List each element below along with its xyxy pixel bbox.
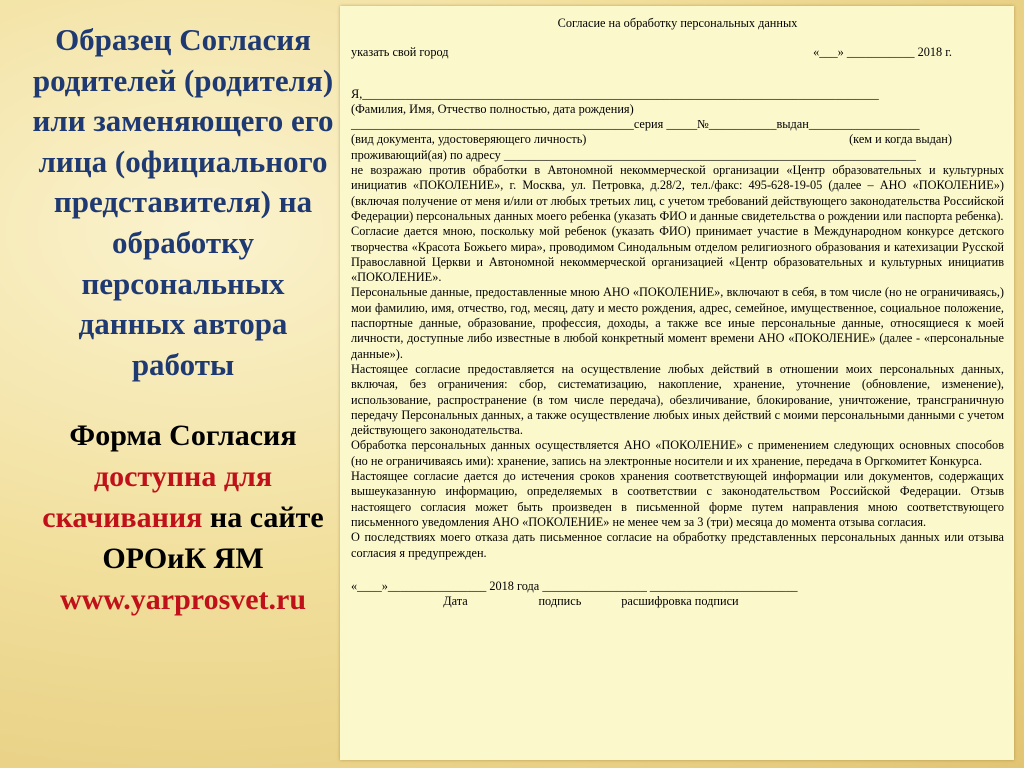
- note-text-1: Форма Согласия: [69, 419, 297, 453]
- note-text-2: на сайте ОРОиК ЯМ: [102, 501, 324, 576]
- city-label: указать свой город: [351, 45, 449, 60]
- consent-document: [340, 6, 1014, 760]
- paragraph: Согласие дается мною, поскольку мой ребенок (указать ФИО) принимает участие в Международном конкурсе детского творчества «Красота Божьего мира», проводимом Синодальным отделом религиозного образования и катехизации Русской Православной Церкви и Автономной некоммерческой организацией «Центр образовательных и культурных инициатив «ПОКОЛЕНИЕ».: [351, 224, 1004, 285]
- website-link[interactable]: www.yarprosvet.ru: [59, 583, 307, 617]
- paragraph: Обработка персональных данных осуществляется АНО «ПОКОЛЕНИЕ» с применением следующих основных способов (но не ограничиваясь ими): хранение, запись на электронные носители и их хранение, передача в Оргкомитет Конкурса.: [351, 438, 1004, 468]
- id-document-line: ______________________________________________серия _____№___________выдан__________________: [351, 117, 920, 132]
- document-title: Согласие на обработку персональных данных: [557, 16, 798, 30]
- id-document-hints: [351, 132, 1004, 147]
- signature-caption: Дата подпись расшифровка подписи: [351, 594, 739, 609]
- signature-line: «____»________________ 2018 года _________________ ________________________: [351, 578, 798, 593]
- paragraph: Настоящее согласие предоставляется на осуществление любых действий в отношении моих персональных данных, включая, без ограничения: сбор, систематизацию, накопление, хранение, уточнение (обновление, изменение), использование, распространение (в том числе передача), обезличивание, блокирование, уничтожение, трансграничную передачу Персональных данных, а также осуществление любых иных действий с моими персональными данными с учетом действующего законодательства.: [351, 361, 1004, 438]
- date-line: «___» ___________ 2018 г.: [813, 45, 952, 60]
- paragraph: Настоящее согласие дается до истечения сроков хранения соответствующей информации или документов, содержащих вышеуказанную информацию, определяемых в соответствии с законодательством Российской Федерации. Отзыв настоящего согласия может быть произведен в письменной форме путем направления мною соответствующего письменного уведомления АНО «ПОКОЛЕНИЕ» не менее чем за 3 (три) месяца до момента отзыва согласия.: [351, 469, 1004, 529]
- name-line: Я,____________________________________________________________________________________: [351, 86, 879, 101]
- paragraph: Персональные данные, предоставленные мною АНО «ПОКОЛЕНИЕ», включают в себя, в том числе (но не ограничиваясь,) мои фамилию, имя, отчество, год, месяц, дату и место рождения, адрес, семейное, имущественное, социальное положение, паспортные данные, образование, профессия, доходы, а также все иные персональные данные, относящиеся к моей личности, доступные либо известные в любой конкретный момент времени АНО «ПОКОЛЕНИЕ» (далее - «персональные данные»).: [351, 285, 1004, 361]
- left-panel: [28, 20, 338, 620]
- paragraph: не возражаю против обработки в Автономной некоммерческой организации «Центр образовательных и культурных инициатив «ПОКОЛЕНИЕ», г. Москва, ул. Петровка, д.28/2, тел./факс: 495-628-19-05 (далее – АНО «ПОКОЛЕНИЕ») (включая получение от меня и/или от любых третьих лиц, с учетом требований действующего законодательства Российской Федерации) персональных данных моего ребенка (указать ФИО и данные свидетельства о рождении или паспорта ребенка).: [351, 163, 1004, 223]
- address-line: проживающий(ая) по адресу ___________________________________________________________________: [351, 147, 916, 162]
- fio-hint: (Фамилия, Имя, Отчество полностью, дата рождения): [351, 101, 634, 116]
- id-document-hint: (вид документа, удостоверяющего личность): [351, 132, 587, 147]
- slide-title: Образец Согласия родителей (родителя) или заменяющего его лица (официального представителя) на обработку персональных данных автора работы: [32, 22, 334, 382]
- city-date-row: [351, 45, 1004, 60]
- download-note: [28, 415, 338, 620]
- paragraph: О последствиях моего отказа дать письменное согласие на обработку представленных персональных данных или отзыва согласия я предупрежден.: [351, 530, 1004, 560]
- issued-by-hint: (кем и когда выдан): [849, 132, 952, 147]
- note-highlight-download: доступна для скачивания: [42, 460, 273, 535]
